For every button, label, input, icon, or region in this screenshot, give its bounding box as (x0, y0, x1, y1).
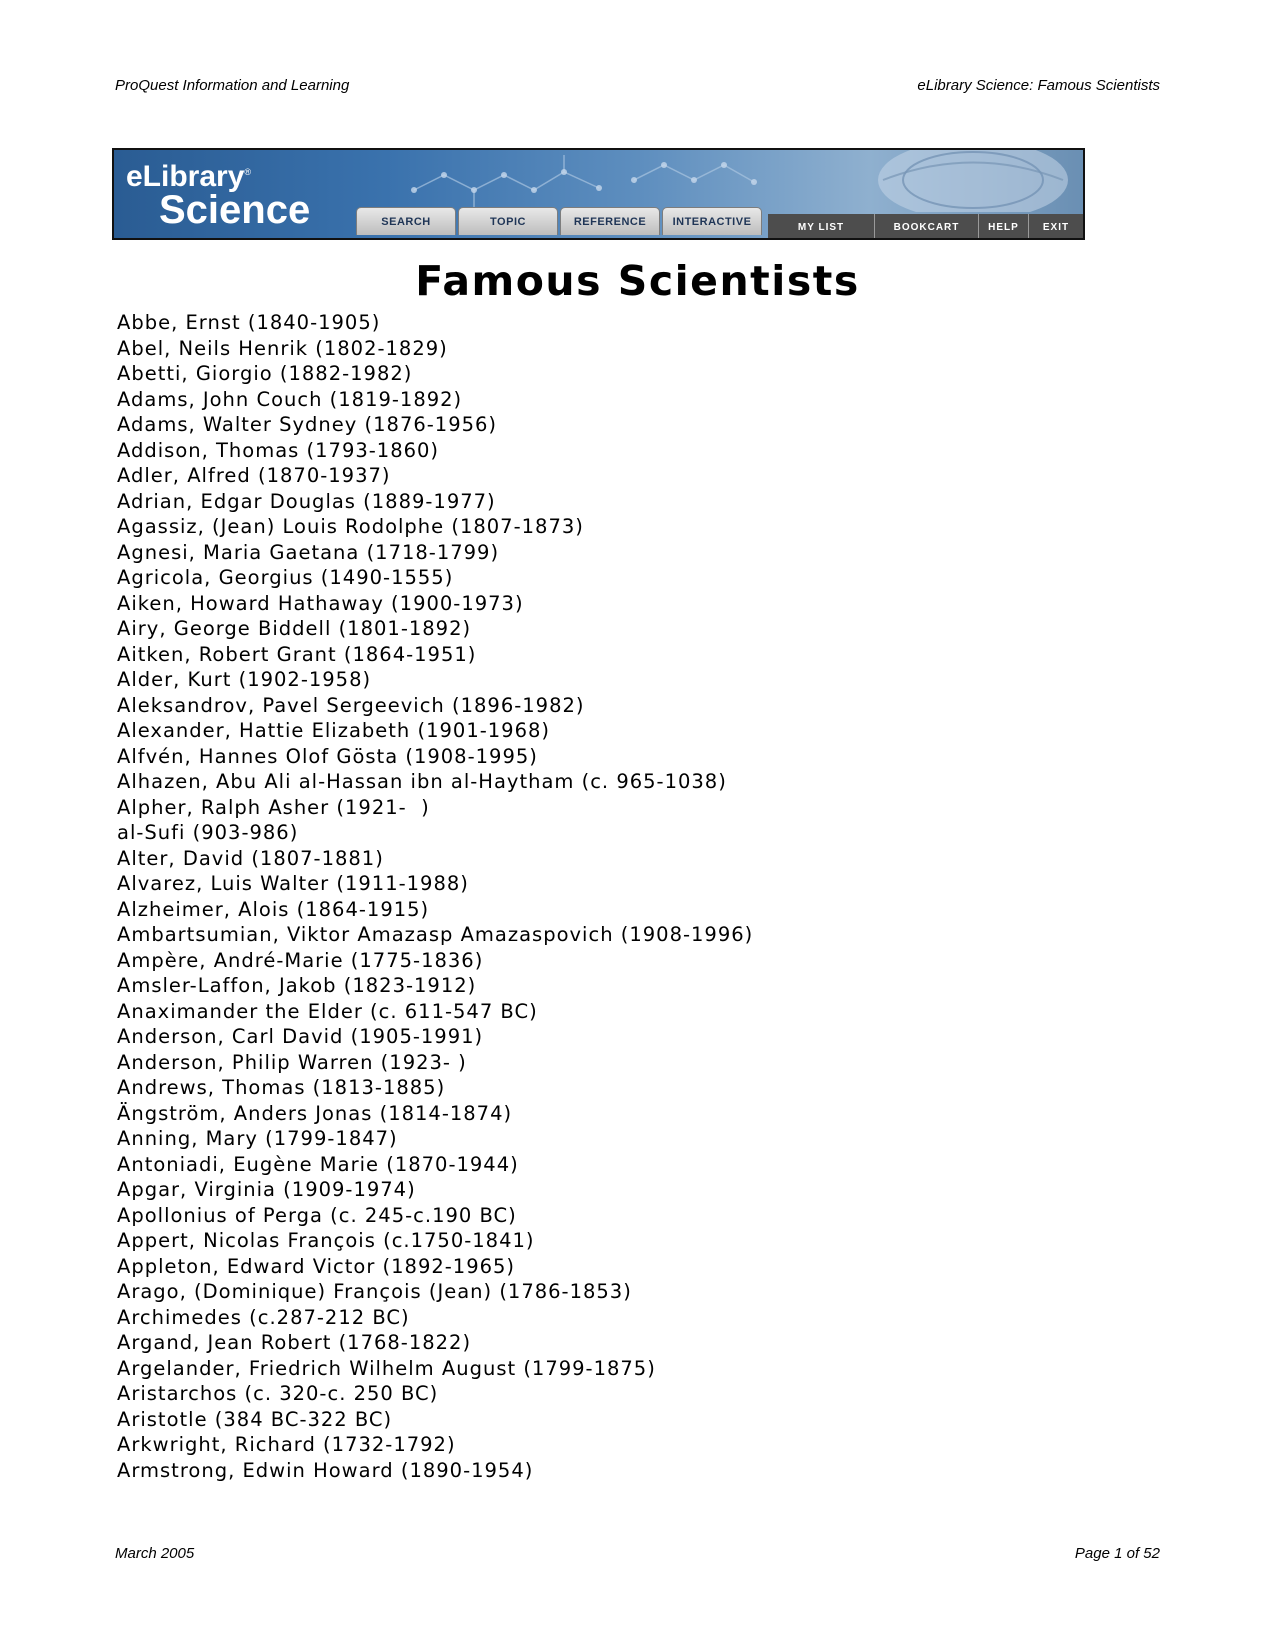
scientist-entry: Armstrong, Edwin Howard (1890-1954) (117, 1458, 534, 1482)
elibrary-banner (112, 148, 1085, 240)
scientist-entry: Alder, Kurt (1902-1958) (117, 668, 372, 691)
running-footer (115, 1545, 1160, 1562)
scientist-entry: al-Sufi (903-986) (117, 821, 299, 844)
scientist-entry: Adams, John Couch (1819-1892) (117, 387, 463, 411)
scientist-entry: Ambartsumian, Viktor Amazasp Amazaspovich (1908-1996) (117, 923, 754, 946)
scientist-entry: Alzheimer, Alois (1864-1915) (117, 897, 430, 921)
scientist-entry: Ängström, Anders Jonas (1814-1874) (117, 1101, 513, 1125)
scientist-entry: Agassiz, (Jean) Louis Rodolphe (1807-1873) (117, 515, 584, 538)
exit-link[interactable]: EXIT (1028, 214, 1083, 240)
scientist-entry: Alpher, Ralph Asher (1921- ) (117, 795, 430, 819)
scientist-entry: Addison, Thomas (1793-1860) (117, 438, 440, 462)
scientist-entry: Anderson, Carl David (1905-1991) (117, 1025, 484, 1048)
elibrary-logo-text: eLibrary® (126, 160, 252, 193)
tab-interactive[interactable]: INTERACTIVE (662, 207, 762, 235)
scientist-entry: Abel, Neils Henrik (1802-1829) (117, 336, 448, 360)
scientist-entry: Aristarchos (c. 320-c. 250 BC) (117, 1382, 439, 1405)
help-link[interactable]: HELP (978, 214, 1028, 240)
utility-links (768, 214, 1083, 240)
scientist-entry: Aiken, Howard Hathaway (1900-1973) (117, 591, 524, 615)
scientist-entry: Agricola, Georgius (1490-1555) (117, 566, 454, 589)
scientist-entry: Alter, David (1807-1881) (117, 846, 384, 870)
scientist-entry: Aitken, Robert Grant (1864-1951) (117, 642, 477, 666)
document-label: eLibrary Science: Famous Scientists (917, 77, 1160, 94)
page-number: Page 1 of 52 (1074, 1545, 1160, 1562)
scientist-entry: Ampère, André-Marie (1775-1836) (117, 948, 484, 972)
bookcart-link[interactable]: BOOKCART (874, 214, 978, 240)
scientist-entry: Arago, (Dominique) François (Jean) (1786-1853) (117, 1280, 632, 1303)
page-title: Famous Scientists (415, 257, 860, 305)
scientist-entry: Argelander, Friedrich Wilhelm August (1799-1875) (117, 1356, 656, 1380)
scientist-entry: Anderson, Philip Warren (1923- ) (117, 1050, 467, 1074)
scientist-entry: Appleton, Edward Victor (1892-1965) (117, 1254, 516, 1278)
scientist-entry: Alexander, Hattie Elizabeth (1901-1968) (117, 719, 550, 742)
scientist-entry: Antoniadi, Eugène Marie (1870-1944) (117, 1152, 519, 1176)
science-logo-text: Science (159, 188, 311, 232)
scientist-entry: Abetti, Giorgio (1882-1982) (117, 362, 413, 385)
scientist-entry: Anning, Mary (1799-1847) (117, 1127, 398, 1150)
tab-search[interactable]: SEARCH (356, 207, 456, 235)
tab-reference[interactable]: REFERENCE (560, 207, 660, 235)
running-header (115, 77, 1160, 94)
main-tabs (356, 207, 762, 235)
scientist-entry: Agnesi, Maria Gaetana (1718-1799) (117, 540, 500, 564)
scientist-entry: Argand, Jean Robert (1768-1822) (117, 1331, 472, 1354)
scientist-entry: Adrian, Edgar Douglas (1889-1977) (117, 489, 496, 513)
scientist-entry: Adams, Walter Sydney (1876-1956) (117, 413, 498, 436)
my-list-link[interactable]: MY LIST (797, 221, 845, 233)
scientist-entry: Aristotle (384 BC-322 BC) (117, 1407, 393, 1431)
scientist-entry: Adler, Alfred (1870-1937) (117, 464, 391, 487)
scientist-entry: Alfvén, Hannes Olof Gösta (1908-1995) (117, 744, 538, 768)
scientist-entry: Anaximander the Elder (c. 611-547 BC) (117, 999, 538, 1023)
scientist-entry: Appert, Nicolas François (c.1750-1841) (117, 1229, 535, 1252)
scientist-entry: Andrews, Thomas (1813-1885) (117, 1076, 446, 1099)
scientist-entry: Aleksandrov, Pavel Sergeevich (1896-1982) (117, 693, 585, 717)
scientist-list (117, 310, 753, 1483)
publisher-label: ProQuest Information and Learning (115, 77, 350, 94)
scientist-entry: Apgar, Virginia (1909-1974) (117, 1178, 416, 1201)
scientist-entry: Amsler-Laffon, Jakob (1823-1912) (117, 974, 477, 997)
tab-topic[interactable]: TOPIC (458, 207, 558, 235)
date-label: March 2005 (115, 1545, 195, 1562)
scientist-entry: Apollonius of Perga (c. 245-c.190 BC) (117, 1203, 517, 1227)
molecule-graphic (404, 150, 824, 210)
scientist-entry: Abbe, Ernst (1840-1905) (117, 311, 381, 334)
globe-graphic (823, 150, 1083, 212)
scientist-entry: Alhazen, Abu Ali al-Hassan ibn al-Haytham (c. 965-1038) (117, 770, 727, 793)
scientist-entry: Airy, George Biddell (1801-1892) (117, 617, 472, 640)
scientist-entry: Archimedes (c.287-212 BC) (117, 1305, 410, 1329)
scientist-entry: Alvarez, Luis Walter (1911-1988) (117, 872, 469, 895)
scientist-entry: Arkwright, Richard (1732-1792) (117, 1433, 456, 1456)
